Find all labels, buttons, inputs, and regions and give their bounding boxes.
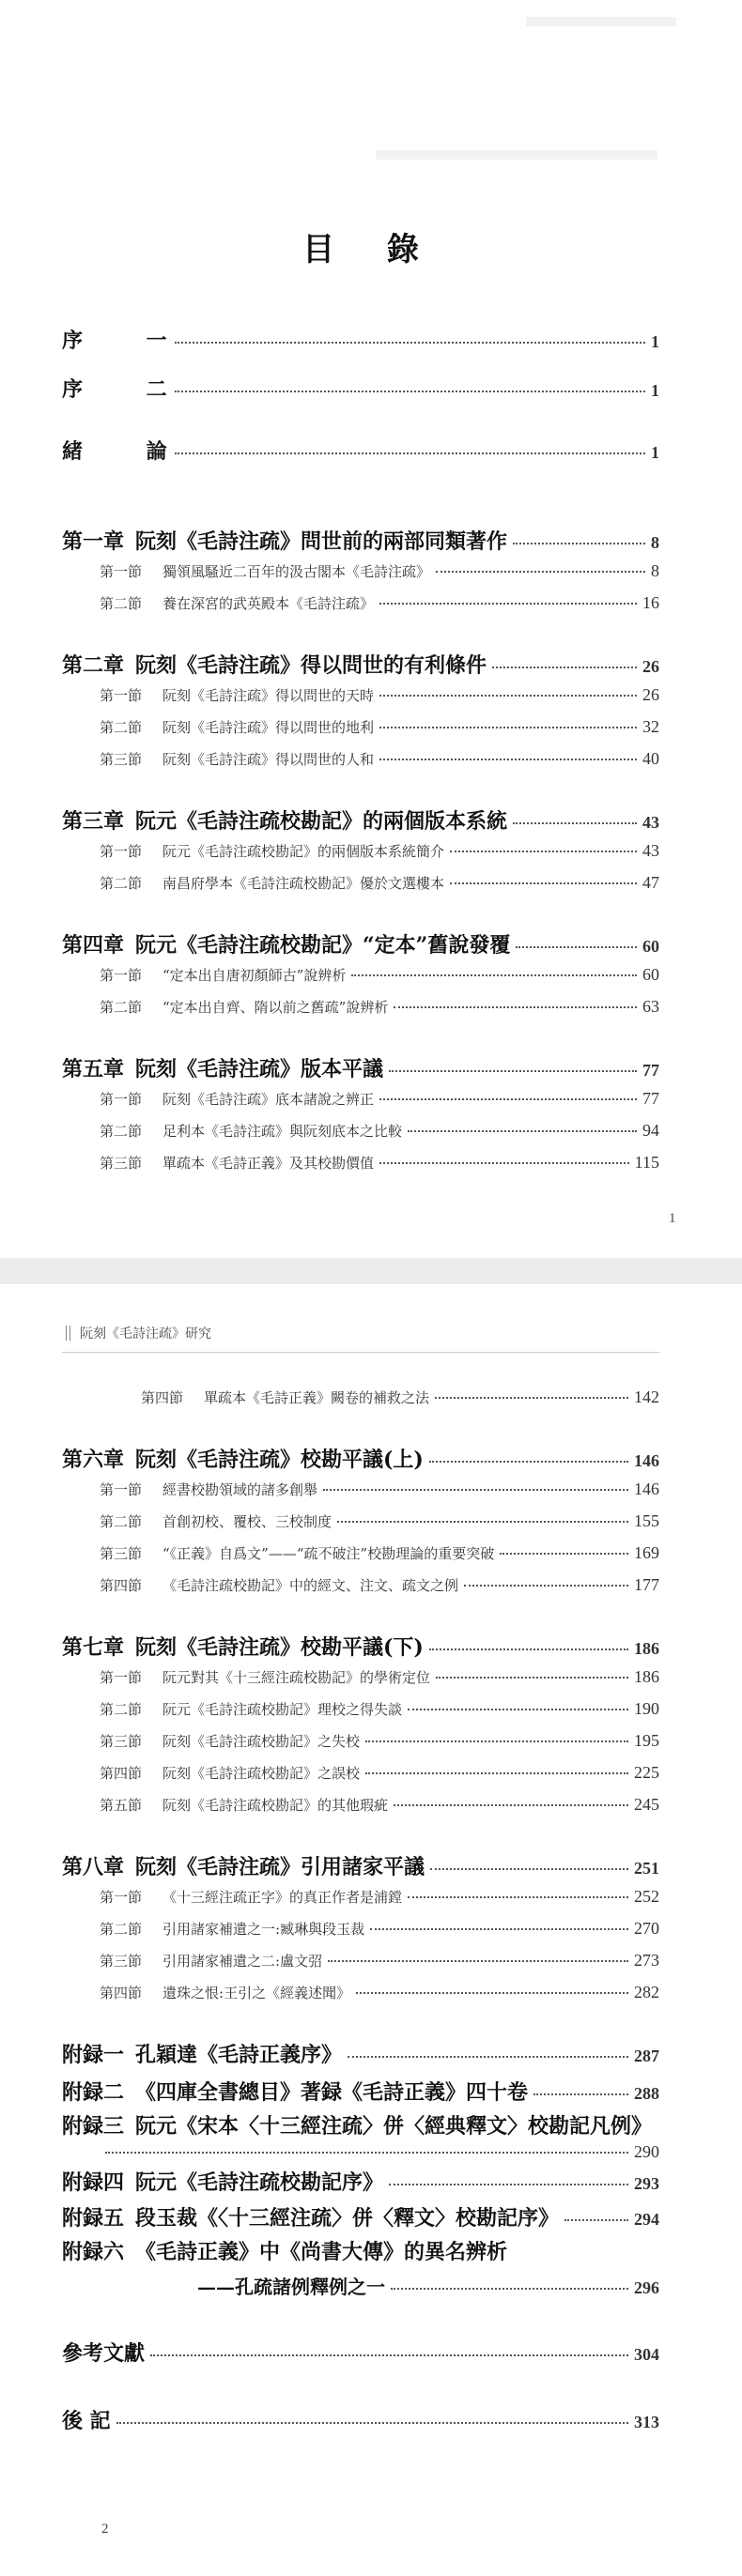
- leader-dots: [450, 882, 637, 884]
- leader-dots: [533, 2093, 628, 2095]
- bleed-through-text: [526, 17, 676, 26]
- toc-chapter-5[interactable]: 第五章 阮刻《毛詩注疏》版本平議 77: [62, 1057, 659, 1081]
- toc-section[interactable]: 第三節 阮刻《毛詩注疏校勘記》之失校 195: [100, 1731, 659, 1750]
- toc-section[interactable]: 第二節 引用諸家補遺之一:臧琳與段玉裁 270: [100, 1919, 659, 1938]
- leader-dots: [175, 391, 645, 392]
- leader-dots: [391, 2288, 628, 2290]
- page-number: 2: [101, 2522, 109, 2537]
- leader-dots: [150, 2354, 628, 2356]
- leader-dots: [389, 1070, 637, 1072]
- toc-section[interactable]: 第二節 阮刻《毛詩注疏》得以問世的地利 32: [100, 717, 659, 736]
- toc-title: 目 錄: [302, 231, 440, 268]
- leader-dots: [408, 1896, 628, 1898]
- leader-dots: [379, 727, 637, 728]
- toc-appendix-3[interactable]: 附録三 阮元《宋本〈十三經注疏〉併〈經典釋文〉校勘記凡例》: [62, 2114, 653, 2139]
- page-gap: [0, 1258, 742, 1284]
- toc-section[interactable]: 第二節 足利本《毛詩注疏》與阮刻底本之比較 94: [100, 1121, 659, 1140]
- leader-dots: [435, 1397, 628, 1399]
- leader-dots: [356, 1992, 628, 1994]
- leader-dots: [436, 571, 645, 573]
- toc-appendix-6[interactable]: 附録六 《毛詩正義》中《尚書大傳》的異名辨析: [62, 2240, 508, 2264]
- front-matter-preface-1[interactable]: 序 一 1: [62, 329, 659, 353]
- toc-page-2: [0, 1284, 742, 2576]
- leader-dots: [379, 603, 637, 605]
- leader-dots: [175, 452, 645, 454]
- leader-dots: [379, 695, 637, 697]
- leader-dots: [564, 2219, 628, 2221]
- leader-dots: [429, 1461, 628, 1463]
- leader-dots: [408, 1130, 637, 1132]
- front-matter-preface-2[interactable]: 序 二 1: [62, 377, 659, 402]
- toc-section[interactable]: 第三節 單疏本《毛詩正義》及其校勘價值 115: [100, 1153, 659, 1172]
- leader-dots: [513, 543, 645, 544]
- running-header: 阮刻《毛詩注疏》研究: [66, 1324, 211, 1342]
- leader-dots: [175, 342, 645, 344]
- leader-dots: [323, 1489, 628, 1491]
- toc-section[interactable]: 第三節 阮刻《毛詩注疏》得以問世的人和 40: [100, 749, 659, 768]
- leader-dots: [500, 1553, 628, 1555]
- toc-section[interactable]: 第一節 “定本出自唐初顏師古”說辨析 60: [100, 965, 659, 984]
- toc-chapter-4[interactable]: 第四章 阮元《毛詩注疏校勘記》“定本”舊說發覆 60: [62, 933, 659, 958]
- leader-dots: [450, 851, 637, 852]
- toc-section[interactable]: 第二節 阮元《毛詩注疏校勘記》理校之得失談 190: [100, 1699, 659, 1718]
- toc-appendix-3-page[interactable]: 290: [100, 2142, 659, 2162]
- leader-dots: [105, 2152, 628, 2154]
- toc-postscript[interactable]: 後 記 313: [62, 2409, 659, 2433]
- toc-section[interactable]: 第一節 阮刻《毛詩注疏》底本諸說之辨正 77: [100, 1089, 659, 1108]
- toc-section[interactable]: 第一節 《十三經注疏正字》的真正作者是浦鏜 252: [100, 1887, 659, 1906]
- toc-appendix-5[interactable]: 附録五 段玉裁《〈十三經注疏〉併〈釋文〉校勘記序》 294: [62, 2206, 659, 2231]
- toc-section[interactable]: 第二節 首創初校、覆校、三校制度 155: [100, 1511, 659, 1530]
- page-number: 1: [669, 1211, 676, 1226]
- toc-section[interactable]: 第二節 南昌府學本《毛詩注疏校勘記》優於文選樓本 47: [100, 873, 659, 892]
- leader-dots: [351, 974, 637, 976]
- toc-section[interactable]: 第三節 “《正義》自爲文”——“疏不破注”校勘理論的重要突破 169: [100, 1543, 659, 1562]
- toc-section[interactable]: 第四節 遺珠之恨:王引之《經義述聞》 282: [100, 1983, 659, 2001]
- toc-appendix-6-subtitle[interactable]: ——孔疏諸例釋例之一 296: [197, 2276, 659, 2298]
- leader-dots: [337, 1521, 628, 1523]
- toc-appendix-2[interactable]: 附録二 《四庫全書總目》著録《毛詩正義》四十卷 288: [62, 2080, 659, 2105]
- toc-section[interactable]: 第三節 引用諸家補遺之二:盧文弨 273: [100, 1951, 659, 1970]
- leader-dots: [513, 822, 637, 824]
- leader-dots: [365, 1740, 628, 1742]
- toc-chapter-1[interactable]: 第一章 阮刻《毛詩注疏》問世前的兩部同類著作 8: [62, 529, 659, 554]
- leader-dots: [365, 1772, 628, 1774]
- toc-section[interactable]: 第一節 阮元《毛詩注疏校勘記》的兩個版本系統簡介 43: [100, 841, 659, 860]
- leader-dots: [379, 1162, 629, 1164]
- toc-section[interactable]: 第一節 阮元對其《十三經注疏校勘記》的學術定位 186: [100, 1667, 659, 1686]
- toc-bibliography[interactable]: 參考文獻 304: [62, 2341, 659, 2366]
- leader-dots: [370, 1928, 628, 1930]
- toc-section[interactable]: 第一節 經書校勘領域的諸多創舉 146: [100, 1480, 659, 1498]
- toc-section[interactable]: 第五節 阮刻《毛詩注疏校勘記》的其他瑕疵 245: [100, 1795, 659, 1814]
- leader-dots: [429, 1648, 628, 1650]
- toc-section[interactable]: 第一節 獨領風騷近二百年的汲古閣本《毛詩注疏》 8: [100, 561, 659, 580]
- leader-dots: [116, 2422, 628, 2424]
- toc-appendix-4[interactable]: 附録四 阮元《毛詩注疏校勘記序》 293: [62, 2170, 659, 2195]
- toc-section-carryover[interactable]: 第四節 單疏本《毛詩正義》闕卷的補救之法 142: [141, 1388, 659, 1406]
- toc-chapter-2[interactable]: 第二章 阮刻《毛詩注疏》得以問世的有利條件 26: [62, 653, 659, 678]
- front-matter-introduction[interactable]: 緒 論 1: [62, 439, 659, 464]
- header-rule: [62, 1352, 659, 1353]
- toc-section[interactable]: 第二節 養在深宮的武英殿本《毛詩注疏》 16: [100, 593, 659, 612]
- leader-dots: [348, 2056, 628, 2058]
- bleed-through-text: [376, 150, 657, 160]
- toc-chapter-6[interactable]: 第六章 阮刻《毛詩注疏》校勘平議(上) 146: [62, 1448, 659, 1472]
- toc-section[interactable]: 第四節 《毛詩注疏校勘記》中的經文、注文、疏文之例 177: [100, 1575, 659, 1594]
- leader-dots: [516, 946, 637, 948]
- leader-dots: [464, 1585, 628, 1587]
- toc-appendix-1[interactable]: 附録一 孔穎達《毛詩正義序》 287: [62, 2043, 659, 2067]
- leader-dots: [379, 1098, 637, 1100]
- toc-chapter-7[interactable]: 第七章 阮刻《毛詩注疏》校勘平議(下) 186: [62, 1635, 659, 1660]
- leader-dots: [328, 1960, 628, 1962]
- leader-dots: [430, 1868, 628, 1870]
- toc-section[interactable]: 第二節 “定本出自齊、隋以前之舊疏”說辨析 63: [100, 997, 659, 1016]
- toc-section[interactable]: 第一節 阮刻《毛詩注疏》得以問世的天時 26: [100, 685, 659, 704]
- leader-dots: [394, 1804, 628, 1806]
- toc-section[interactable]: 第四節 阮刻《毛詩注疏校勘記》之誤校 225: [100, 1763, 659, 1782]
- leader-dots: [436, 1677, 628, 1679]
- toc-page-1: [0, 0, 742, 1258]
- leader-dots: [389, 2184, 628, 2185]
- leader-dots: [492, 667, 637, 668]
- leader-dots: [379, 759, 637, 760]
- header-bar-icon: [66, 1326, 70, 1341]
- leader-dots: [394, 1006, 637, 1008]
- toc-chapter-8[interactable]: 第八章 阮刻《毛詩注疏》引用諸家平議 251: [62, 1855, 659, 1879]
- leader-dots: [408, 1709, 628, 1710]
- toc-chapter-3[interactable]: 第三章 阮元《毛詩注疏校勘記》的兩個版本系統 43: [62, 809, 659, 834]
